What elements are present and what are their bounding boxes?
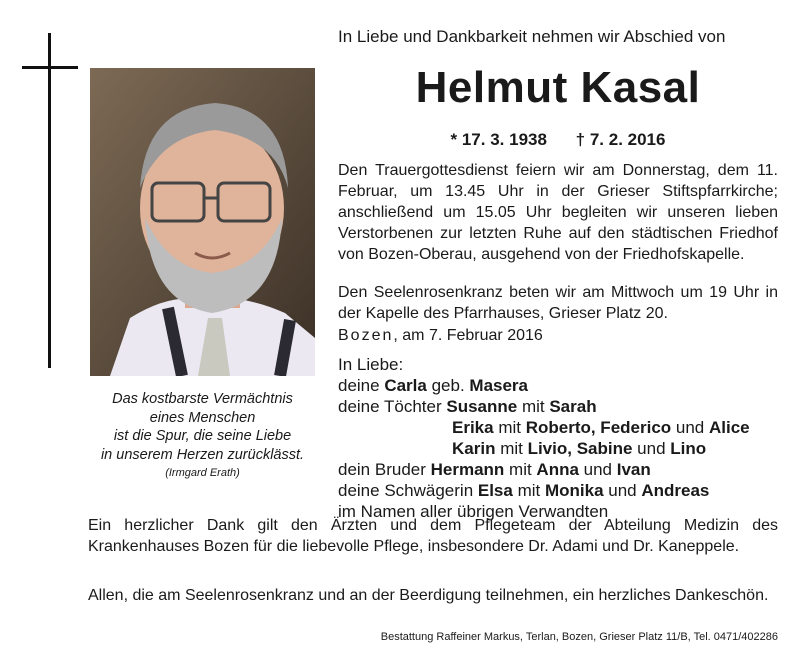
funeral-home-footer: Bestattung Raffeiner Markus, Terlan, Bozen, Grieser Platz 11/B, Tel. 0471/402286: [380, 631, 778, 643]
text: mit: [495, 439, 528, 458]
thanks-paragraph-2: Allen, die am Seelenrosenkranz und an der Beerdigung teilnehmen, ein herzliches Dankeschön.: [88, 587, 769, 604]
family-in-liebe: In Liebe:: [338, 355, 404, 374]
thanks-paragraph-1: Ein herzlicher Dank gilt den Ärzten und dem Pflegeteam der Abteilung Medizin des Krankenhauses Bozen für die liebevolle Pflege, insbesondere Dr. Adami und Dr. Kaneppele.: [88, 517, 778, 555]
relative-name: Monika: [544, 481, 604, 500]
death-date: † 7. 2. 2016: [575, 130, 666, 149]
quote-line: ist die Spur, die seine Liebe: [113, 428, 292, 444]
quote-line: eines Menschen: [149, 409, 256, 426]
portrait-photo: [90, 68, 315, 376]
notice-date: , am 7. Februar 2016: [393, 327, 543, 344]
life-dates: [338, 130, 778, 150]
relative-name: Andreas: [641, 481, 710, 500]
text: geb.: [426, 376, 470, 395]
family-daughter-2: [452, 417, 750, 438]
daughter-name: Susanne: [446, 397, 518, 416]
text: mit: [493, 418, 526, 437]
grandchild-name: Sarah: [549, 397, 597, 416]
text: mit: [517, 397, 550, 416]
wife-maiden-name: Masera: [469, 376, 529, 395]
quote-line: Das kostbarste Vermächtnis: [112, 391, 293, 407]
grandchild-names: Livio, Sabine: [527, 439, 633, 458]
brother-name: Hermann: [430, 460, 505, 479]
relative-name: Anna: [536, 460, 579, 479]
sister-in-law-name: Elsa: [477, 481, 513, 500]
family-others: im Namen aller übrigen Verwandten: [338, 502, 609, 521]
grandchild-names: Roberto, Federico: [525, 418, 672, 437]
family-sister-in-law: [338, 480, 709, 501]
birth-date: * 17. 3. 1938: [450, 130, 547, 149]
funeral-service-text: Den Trauergottesdienst feiern wir am Donnerstag, dem 11. Februar, um 13.45 Uhr in der Grieser Stiftspfarrkirche; anschließend um 15.05 Uhr begleiten wir unseren lieben Verstorbenen zur letzten Ruhe auf den städtischen Friedhof von Bozen-Oberau, ausgehend von der Friedhofskapelle.: [338, 162, 778, 263]
place-name: Bozen: [338, 327, 394, 344]
family-daughter-3: [452, 438, 706, 459]
family-brother: [338, 459, 651, 480]
wife-name: Carla: [384, 376, 427, 395]
deceased-name: Helmut Kasal: [415, 63, 701, 112]
quote-line: in unserem Herzen zurücklässt.: [100, 446, 305, 463]
place-date: [338, 327, 543, 345]
text: deine: [338, 376, 385, 395]
relative-name: Ivan: [616, 460, 651, 479]
cross-vertical: [48, 33, 51, 368]
cross-horizontal: [22, 66, 78, 69]
text: deine Schwägerin: [338, 481, 478, 500]
family-wife: [338, 375, 528, 396]
rosary-text: Den Seelenrosenkranz beten wir am Mittwoch um 19 Uhr in der Kapelle des Pfarrhauses, Grieser Platz 20.: [338, 284, 778, 322]
text: deine Töchter: [338, 397, 447, 416]
text: mit: [512, 481, 545, 500]
text: dein Bruder: [338, 460, 431, 479]
grandchild-name: Alice: [708, 418, 750, 437]
daughter-name: Karin: [452, 439, 496, 458]
text: mit: [504, 460, 537, 479]
grandchild-name: Lino: [670, 439, 707, 458]
family-daughter-1: [338, 396, 597, 417]
portrait-illustration: [90, 68, 315, 376]
text: und: [632, 439, 671, 458]
memorial-quote: [90, 390, 315, 464]
daughter-name: Erika: [452, 418, 494, 437]
intro-line: In Liebe und Dankbarkeit nehmen wir Abschied von: [338, 27, 726, 46]
text: und: [671, 418, 709, 437]
text: und: [603, 481, 642, 500]
text: und: [578, 460, 617, 479]
quote-author: (Irmgard Erath): [165, 467, 240, 479]
